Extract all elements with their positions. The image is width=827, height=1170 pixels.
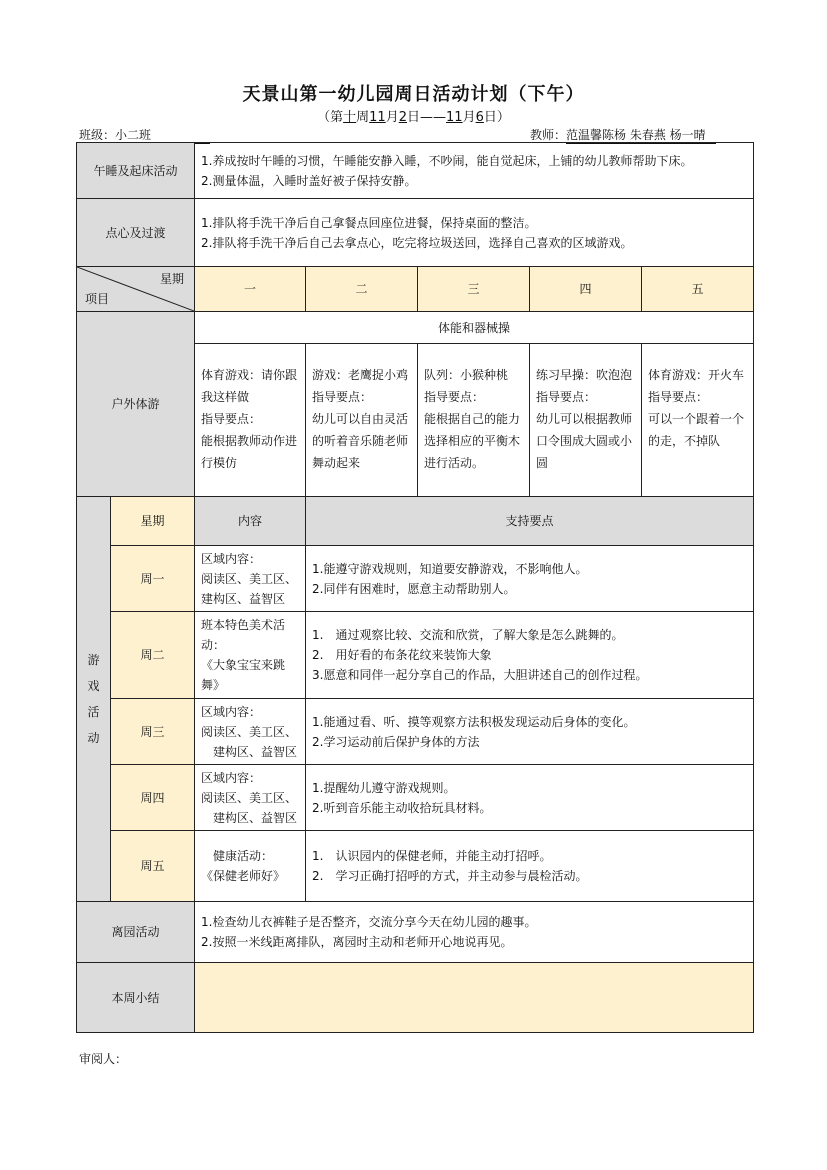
support-line: 1.能通过看、听、摸等观察方法积极发现运动后身体的变化。	[312, 714, 636, 729]
plan-table	[76, 142, 754, 1033]
support-line: 1. 通过观察比较、交流和欣赏，了解大象是怎么跳舞的。	[312, 628, 624, 642]
support-line: 1.提醒幼儿遵守游戏规则。	[312, 780, 456, 795]
subtitle-week: 周	[356, 110, 370, 125]
guide-label: 指导要点：	[312, 390, 373, 404]
activity-name: 练习早操：吹泡泡	[536, 368, 633, 382]
games-content	[195, 699, 306, 765]
activity-name: 游戏：老鹰捉小鸡	[312, 368, 409, 382]
weekday-wed: 三	[418, 267, 530, 312]
games-label-char: 游	[87, 653, 100, 667]
snack-item: 2.排队将手洗干净后自己去拿点心，吃完将垃圾送回，选择自己喜欢的区域游戏。	[201, 235, 633, 250]
games-row-fri	[77, 831, 754, 902]
games-day: 周一	[111, 546, 195, 612]
guide-text: 幼儿可以根据教师口令围成大圆或小圆	[536, 412, 633, 470]
nap-item: 2.测量体温，入睡时盖好被子保持安静。	[201, 173, 417, 188]
games-day: 周三	[111, 699, 195, 765]
end-day: 6	[475, 110, 484, 125]
teacher-value: 范温馨陈杨 朱春燕 杨一晴	[566, 126, 716, 144]
content-line: 《大象宝宝来跳舞》	[201, 658, 286, 692]
diagonal-header-cell	[77, 267, 195, 312]
content-line: 《保健老师好》	[201, 869, 286, 883]
guide-text: 幼儿可以自由灵活的听着音乐随老师舞动起来	[312, 412, 409, 470]
guide-text: 能根据教师动作进行模仿	[201, 434, 298, 470]
outdoor-activity-thu	[530, 344, 642, 497]
outdoor-activity-tue	[306, 344, 418, 497]
content-line: 班本特色美术活动：	[201, 618, 286, 652]
class-label: 班级：	[79, 128, 116, 142]
summary-content[interactable]	[195, 963, 754, 1033]
guide-label: 指导要点：	[424, 390, 485, 404]
games-support	[306, 831, 754, 902]
games-content	[195, 765, 306, 831]
games-col-content: 内容	[195, 497, 306, 546]
support-line: 2. 用好看的布条花纹来装饰大象	[312, 648, 492, 662]
games-support	[306, 612, 754, 699]
games-label-char: 戏	[87, 679, 100, 693]
weekday-fri: 五	[642, 267, 754, 312]
support-line: 2. 学习正确打招呼的方式，并主动参与晨检活动。	[312, 869, 588, 883]
content-line: 区域内容：	[201, 704, 262, 719]
games-label-char: 活	[87, 705, 100, 719]
support-line: 1. 认识园内的保健老师，并能主动打招呼。	[312, 849, 552, 863]
content-line: 区域内容：	[201, 551, 262, 566]
day-label: 星期	[160, 272, 185, 286]
games-row-thu	[77, 765, 754, 831]
games-row-wed	[77, 699, 754, 765]
item-label: 项目	[85, 292, 110, 306]
games-col-day: 星期	[111, 497, 195, 546]
snack-label: 点心及过渡	[77, 199, 195, 267]
leave-label: 离园活动	[77, 902, 195, 963]
outdoor-theme: 体能和器械操	[195, 312, 754, 344]
support-line: 2.听到音乐能主动收拾玩具材料。	[312, 800, 492, 815]
week-number: 十	[343, 110, 357, 125]
subtitle-month-1: 月	[385, 110, 399, 125]
reviewer-label: 审阅人：	[79, 1052, 128, 1066]
content-line: 建构区、益智区	[201, 591, 286, 606]
games-label-char: 动	[87, 731, 100, 745]
games-content	[195, 831, 306, 902]
games-col-support: 支持要点	[306, 497, 754, 546]
guide-text: 可以一个跟着一个的走，不掉队	[648, 412, 745, 448]
class-value: 小二班	[115, 126, 210, 144]
nap-label: 午睡及起床活动	[77, 143, 195, 199]
date-range	[0, 106, 827, 125]
content-line: 阅读区、美工区、	[201, 790, 298, 805]
weekday-mon: 一	[195, 267, 306, 312]
activity-name: 体育游戏：请你跟我这样做	[201, 368, 298, 404]
end-month: 11	[446, 110, 463, 125]
content-line: 健康活动：	[201, 849, 274, 863]
summary-label: 本周小结	[77, 963, 195, 1033]
support-line: 2.学习运动前后保护身体的方法	[312, 734, 480, 749]
outdoor-label: 户外体游	[77, 312, 195, 497]
content-line: 阅读区、美工区、	[201, 571, 298, 586]
games-support	[306, 699, 754, 765]
content-line: 建构区、益智区	[201, 810, 298, 825]
subtitle-end: 日）	[483, 110, 510, 125]
guide-label: 指导要点：	[201, 412, 262, 426]
guide-label: 指导要点：	[536, 390, 597, 404]
games-row-mon	[77, 546, 754, 612]
page-title: 天景山第一幼儿园周日活动计划（下午）	[242, 84, 585, 105]
snack-item: 1.排队将手洗干净后自己拿餐点回座位进餐，保持桌面的整洁。	[201, 215, 537, 230]
games-day: 周二	[111, 612, 195, 699]
nap-item: 1.养成按时午睡的习惯，午睡能安静入睡，不吵闹，能自觉起床，上铺的幼儿教师帮助下床。	[201, 153, 693, 168]
outdoor-activity-fri	[642, 344, 754, 497]
leave-row	[77, 902, 754, 963]
outdoor-theme-row	[77, 312, 754, 344]
content-line: 阅读区、美工区、	[201, 724, 298, 739]
games-label	[77, 497, 111, 902]
leave-item: 2.按照一米线距离排队，离园时主动和老师开心地说再见。	[201, 935, 513, 949]
outdoor-activity-mon	[195, 344, 306, 497]
support-line: 1.能遵守游戏规则，知道要安静游戏，不影响他人。	[312, 561, 588, 576]
snack-content	[195, 199, 754, 267]
games-day: 周五	[111, 831, 195, 902]
games-day: 周四	[111, 765, 195, 831]
weekday-thu: 四	[530, 267, 642, 312]
subtitle-dash: 日——	[407, 110, 447, 125]
snack-row	[77, 199, 754, 267]
games-header-row	[77, 497, 754, 546]
games-row-tue	[77, 612, 754, 699]
games-content	[195, 546, 306, 612]
content-line: 建构区、益智区	[201, 744, 298, 759]
content-line: 区域内容：	[201, 770, 262, 785]
outdoor-activity-wed	[418, 344, 530, 497]
leave-item: 1.检查幼儿衣裤鞋子是否整齐，交流分享今天在幼儿园的趣事。	[201, 915, 537, 929]
subtitle-month-2: 月	[462, 110, 476, 125]
subtitle-prefix: （第	[317, 110, 344, 125]
summary-row	[77, 963, 754, 1033]
support-line: 3.愿意和同伴一起分享自己的作品，大胆讲述自己的创作过程。	[312, 668, 648, 682]
support-line: 2.同伴有困难时，愿意主动帮助别人。	[312, 581, 516, 596]
games-content	[195, 612, 306, 699]
weekday-header-row	[77, 267, 754, 312]
weekday-tue: 二	[306, 267, 418, 312]
guide-label: 指导要点：	[648, 390, 709, 404]
nap-row	[77, 143, 754, 199]
start-day: 2	[398, 110, 407, 125]
activity-name: 队列：小猴种桃	[424, 368, 509, 382]
games-support	[306, 765, 754, 831]
leave-content	[195, 902, 754, 963]
teacher-label: 教师：	[530, 128, 567, 142]
games-support	[306, 546, 754, 612]
activity-name: 体育游戏：开火车	[648, 368, 745, 382]
start-month: 11	[369, 110, 386, 125]
nap-content	[195, 143, 754, 199]
guide-text: 能根据自己的能力选择相应的平衡木进行活动。	[424, 412, 521, 470]
